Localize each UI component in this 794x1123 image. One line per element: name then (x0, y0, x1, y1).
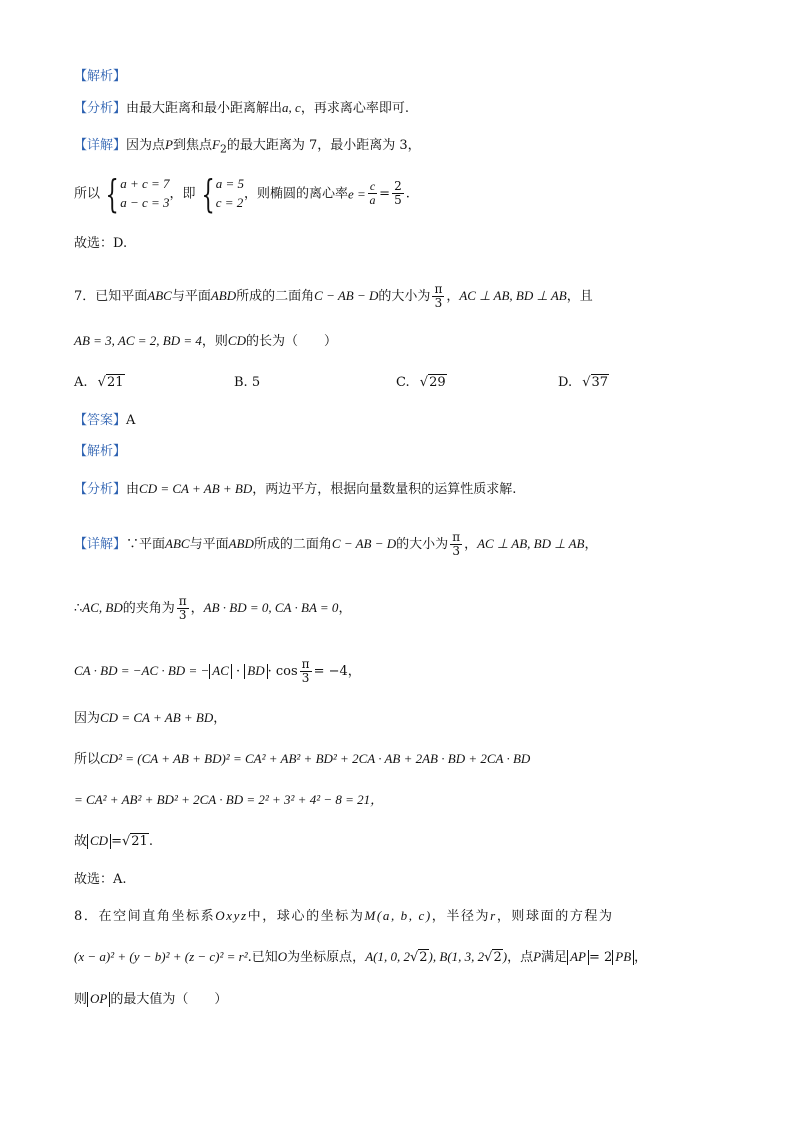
q7-detail-line1 (74, 531, 598, 558)
q7-stem-a: 7．已知平面 (74, 289, 148, 305)
q6-sol2: c = 2 (215, 194, 244, 210)
q7-d1-angle: C − AB − D (331, 536, 397, 552)
q8-l2-e: ， (634, 950, 648, 965)
q7-options (74, 376, 714, 396)
q7-fenxi-b: ，两边平方，根据向量数量积的运算性质求解. (252, 482, 517, 497)
therefore-symbol: ∴ (74, 601, 83, 617)
analysis-heading: 【解析】 (74, 69, 127, 84)
q7-frac-pi3: $\frac{\pi}{3}$ (434, 282, 443, 311)
q7-stem-d: 的大小为 (378, 289, 431, 305)
q8-abs-ap: AP (567, 950, 589, 965)
q6-e-text: ，则椭圆的离心率 (244, 186, 349, 202)
q7-fenxi-eq: CD = CA + AB + BD (139, 481, 253, 496)
q8-line1 (74, 909, 614, 923)
q8-l2-c: ，点 (507, 950, 534, 965)
q7-choice: 故选：A. (74, 872, 127, 887)
q6-analysis-text: 由最大距离和最小距离解出 (126, 101, 283, 116)
q6-point-p: P (165, 137, 173, 152)
q6-eq1: a + c = 7 (120, 176, 170, 191)
q7-d1-a: ∵平面 (126, 537, 166, 553)
q7-stem-g: ，则 (201, 334, 228, 349)
q7-d6-eq: = CA² + AB² + BD² + 2CA · BD = 2² + 3² + 4² − 8 = 21， (74, 792, 384, 807)
q7-d2-f: ， (338, 601, 352, 617)
q8-l2-d: 满足 (541, 950, 568, 965)
q7-d3-frac: $\frac{\pi}{3}$ (301, 657, 310, 686)
q7-fenxi-a: 由 (126, 482, 140, 497)
q7-stem-f: ，且 (566, 289, 593, 305)
q8-abs-pb: PB (612, 950, 634, 965)
q7-perp: AC ⊥ AB, BD ⊥ AB (459, 288, 567, 304)
q7-detail-line4 (74, 711, 226, 725)
q7-d4-a: 因为 (74, 711, 101, 726)
q8-l3-a: 则 (74, 992, 88, 1007)
q7-analysis-heading: 【解析】 (74, 444, 127, 459)
analysis-tag: 【分析】 (74, 482, 127, 497)
left-brace-icon: { (105, 171, 119, 216)
q8-l1-d: ，则球面的方程为 (496, 909, 614, 924)
q7-d1-abc: ABC (165, 536, 190, 552)
q7-d7-val: 21 (131, 834, 148, 849)
q6-choice: 故选：D. (74, 236, 128, 251)
q7-plane-abc: ABC (147, 288, 172, 304)
q8-point-a: A(1, 0, 2 (365, 949, 410, 964)
q6-detail-a: 因为点 (126, 138, 166, 153)
q7-d1-frac: $\frac{\pi}{3}$ (452, 530, 461, 559)
q6-solution-system (216, 175, 244, 213)
q8-root-b: 2 (493, 950, 502, 965)
q7-stem-e: ， (446, 289, 460, 305)
q7-stem-line2 (74, 334, 337, 348)
q7-d7-end: . (148, 834, 153, 849)
q6-ji: ，即 (169, 186, 196, 202)
q7-stem-line1 (74, 283, 593, 310)
option-b: B. 5 (234, 375, 261, 390)
q6-sol1: a = 5 (215, 176, 245, 191)
option-d-label: D. (558, 375, 573, 390)
q7-detail-line6 (74, 793, 383, 807)
q7-d7-b: = (111, 834, 122, 849)
q7-d1-b: 与平面 (189, 537, 229, 553)
q8-origin: O (277, 949, 288, 964)
q8-root-a: 2 (419, 950, 428, 965)
q6-system-line: 所以 { a + c = 7 a − c = 3 ，即 { a = 5 c = 2 ，则椭圆的离心率e = $\frac{c}{a}$ = $\frac{2}{5}$ . (74, 171, 410, 216)
option-c-label: C. (396, 375, 410, 390)
q6-eq2: a − c = 3 (120, 194, 170, 210)
q7-d2-d: ， (190, 601, 204, 617)
left-brace-icon: { (200, 171, 215, 216)
q6-focus-sub: 2 (219, 142, 227, 156)
q7-d1-e: ， (464, 537, 478, 553)
q6-equation-system (120, 175, 169, 213)
q8-line2: (x − a)² + (y − b)² + (z − c)² = r².已知O为坐标原点，A(1, 0, 2√2), B(1, 3, 2√2)，点P满足 AP = 2 PB ， (74, 949, 648, 965)
q8-l1-b: 中，球心的坐标为 (247, 909, 365, 924)
q8-line3 (74, 992, 227, 1006)
analysis-tag: 【分析】 (74, 101, 127, 116)
q7-cd: CD (227, 333, 246, 348)
q7-stem-c: 所成的二面角 (236, 289, 315, 305)
q7-abs-ac: AC (209, 664, 232, 679)
detail-tag: 【详解】 (74, 138, 127, 153)
q8-center: M(a, b, c) (364, 908, 432, 923)
q7-d3-end: = −4， (313, 664, 361, 680)
q8-l3-b: 的最大值为（ ） (110, 992, 228, 1007)
q7-d1-c: 所成的二面角 (253, 537, 332, 553)
q7-abs-cd: CD (87, 834, 111, 849)
option-a-value: 21 (106, 375, 124, 390)
q8-pend: ) (502, 949, 508, 964)
q6-detail-b: 到焦点 (172, 138, 212, 153)
q6-analysis-vars: a, c (282, 100, 301, 115)
q7-answer-line (74, 414, 135, 427)
q7-d7-a: 故 (74, 834, 88, 849)
q7-d4-eq: CD = CA + AB + BD (100, 710, 214, 725)
q7-plane-abd: ABD (210, 288, 237, 304)
q7-d3-cos: · cos (267, 664, 298, 680)
option-d-value: 37 (591, 375, 609, 390)
q7-d5-eq: CD² = (CA + AB + BD)² = CA² + AB² + BD² + 2CA · AB + 2AB · BD + 2CA · BD (100, 751, 531, 766)
q7-d2-vectors: AC, BD (82, 600, 123, 616)
q6-frac-ca: $\frac{c}{a}$ (369, 179, 376, 208)
q8-l1-a: 8．在空间直角坐标系 (74, 909, 216, 924)
q7-detail-line3: CA · BD = −AC · BD = − AC · BD · cos $\frac{\pi}{3}$ = −4， (74, 657, 361, 686)
q6-detail-c: 的最大距离为 7，最小距离为 3， (226, 138, 421, 153)
q7-d2-e: AB · BD = 0, CA · BA = 0 (203, 600, 339, 616)
q7-d1-end: ， (584, 537, 598, 553)
q7-d1-d: 的大小为 (396, 537, 449, 553)
q6-frac-25: $\frac{2}{5}$ (394, 179, 402, 208)
q8-l2-b: 为坐标原点， (287, 950, 366, 965)
q7-answer: A (126, 413, 136, 428)
q7-d4-end: ， (213, 711, 227, 726)
q7-analysis-line (74, 482, 516, 496)
q7-given: AB = 3, AC = 2, BD = 4 (74, 333, 202, 348)
option-c-value: 29 (429, 375, 446, 390)
q6-analysis-line (74, 101, 409, 115)
q7-dihedral: C − AB − D (314, 288, 379, 304)
q7-abs-bd: BD (244, 664, 267, 679)
q7-detail-line5 (74, 752, 530, 766)
detail-tag: 【详解】 (74, 537, 127, 553)
q6-so: 所以 (74, 186, 101, 202)
q6-analysis-end: ，再求离心率即可. (300, 101, 409, 116)
q7-detail-line7: 故 CD =√21. (74, 833, 153, 849)
q7-d2-frac: $\frac{\pi}{3}$ (178, 594, 187, 623)
q7-stem-b: 与平面 (171, 289, 211, 305)
q6-period: . (405, 186, 410, 202)
q8-point-p: P (533, 949, 542, 964)
option-d: D. √37 (558, 375, 609, 390)
q7-d5-a: 所以 (74, 752, 101, 767)
q8-radius: r (490, 908, 497, 923)
q8-l2-a: .已知 (247, 950, 278, 965)
q8-sphere-eq: (x − a)² + (y − b)² + (z − c)² = r² (74, 949, 248, 964)
q7-d2-c: 的夹角为 (122, 601, 175, 617)
option-a-label: A. (74, 375, 88, 390)
q7-stem-h: 的长为（ ） (245, 334, 337, 349)
q6-focus-f: F (212, 137, 220, 152)
q7-d1-abd: ABD (228, 536, 254, 552)
q6-detail-line (74, 138, 421, 155)
q7-d3: CA · BD = −AC · BD = − (74, 663, 210, 679)
q8-abs-op: OP (87, 992, 110, 1007)
q8-oxyz: Oxyz (215, 908, 248, 923)
q8-l1-c: ，半径为 (431, 909, 491, 924)
q6-e-lhs: e = (348, 186, 366, 202)
option-a: A. √21 (74, 375, 124, 390)
q8-eq2: = 2 (588, 950, 613, 965)
option-c: C. √29 (396, 375, 446, 390)
answer-tag: 【答案】 (74, 413, 127, 428)
q7-detail-line2 (74, 595, 351, 622)
q8-point-b: ), B(1, 3, 2 (428, 949, 485, 964)
q7-d1-perp: AC ⊥ AB, BD ⊥ AB (477, 536, 585, 552)
